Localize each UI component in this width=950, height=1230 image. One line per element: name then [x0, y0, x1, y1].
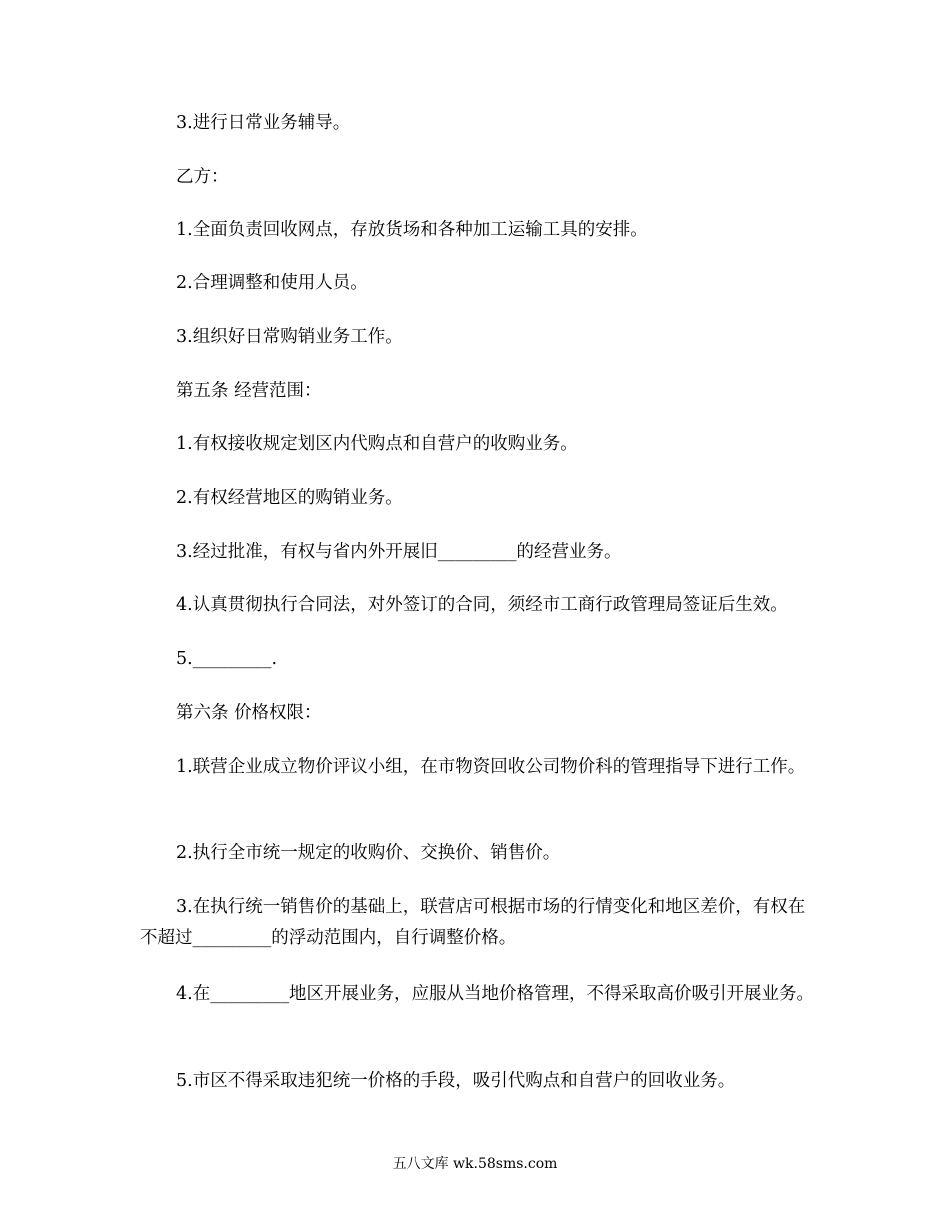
paragraph: 3.组织好日常购销业务工作。	[176, 327, 403, 347]
page-footer: 五八文库 wk.58sms.com	[392, 1156, 558, 1172]
section-heading: 第五条 经营范围：	[176, 381, 322, 401]
paragraph: 4.在_________地区开展业务，应服从当地价格管理，不得采取高价吸引开展业务。	[176, 984, 814, 1004]
paragraph: 2.有权经营地区的购销业务。	[176, 488, 403, 508]
paragraph: 1.全面负责回收网点，存放货场和各种加工运输工具的安排。	[176, 220, 648, 240]
paragraph: 5.市区不得采取违犯统一价格的手段，吸引代购点和自营户的回收业务。	[176, 1071, 736, 1091]
paragraph: 3.在执行统一销售价的基础上，联营店可根据市场的行情变化和地区差价，有权在不超过_________的浮动范围内，自行调整价格。	[140, 897, 806, 948]
paragraph: 乙方：	[176, 167, 229, 187]
paragraph: 4.认真贯彻执行合同法，对外签订的合同，须经市工商行政管理局签证后生效。	[176, 595, 788, 615]
paragraph: 1.有权接收规定划区内代购点和自营户的收购业务。	[176, 434, 578, 454]
section-heading: 第六条 价格权限：	[176, 703, 322, 723]
paragraph: 2.执行全市统一规定的收购价、交换价、销售价。	[176, 843, 561, 863]
paragraph: 2.合理调整和使用人员。	[176, 273, 368, 293]
paragraph: 3.进行日常业务辅导。	[176, 113, 351, 133]
paragraph: 1.联营企业成立物价评议小组，在市物资回收公司物价科的管理指导下进行工作。	[176, 757, 806, 777]
paragraph: 3.经过批准，有权与省内外开展旧_________的经营业务。	[176, 542, 622, 562]
paragraph: 5._________.	[176, 649, 278, 669]
